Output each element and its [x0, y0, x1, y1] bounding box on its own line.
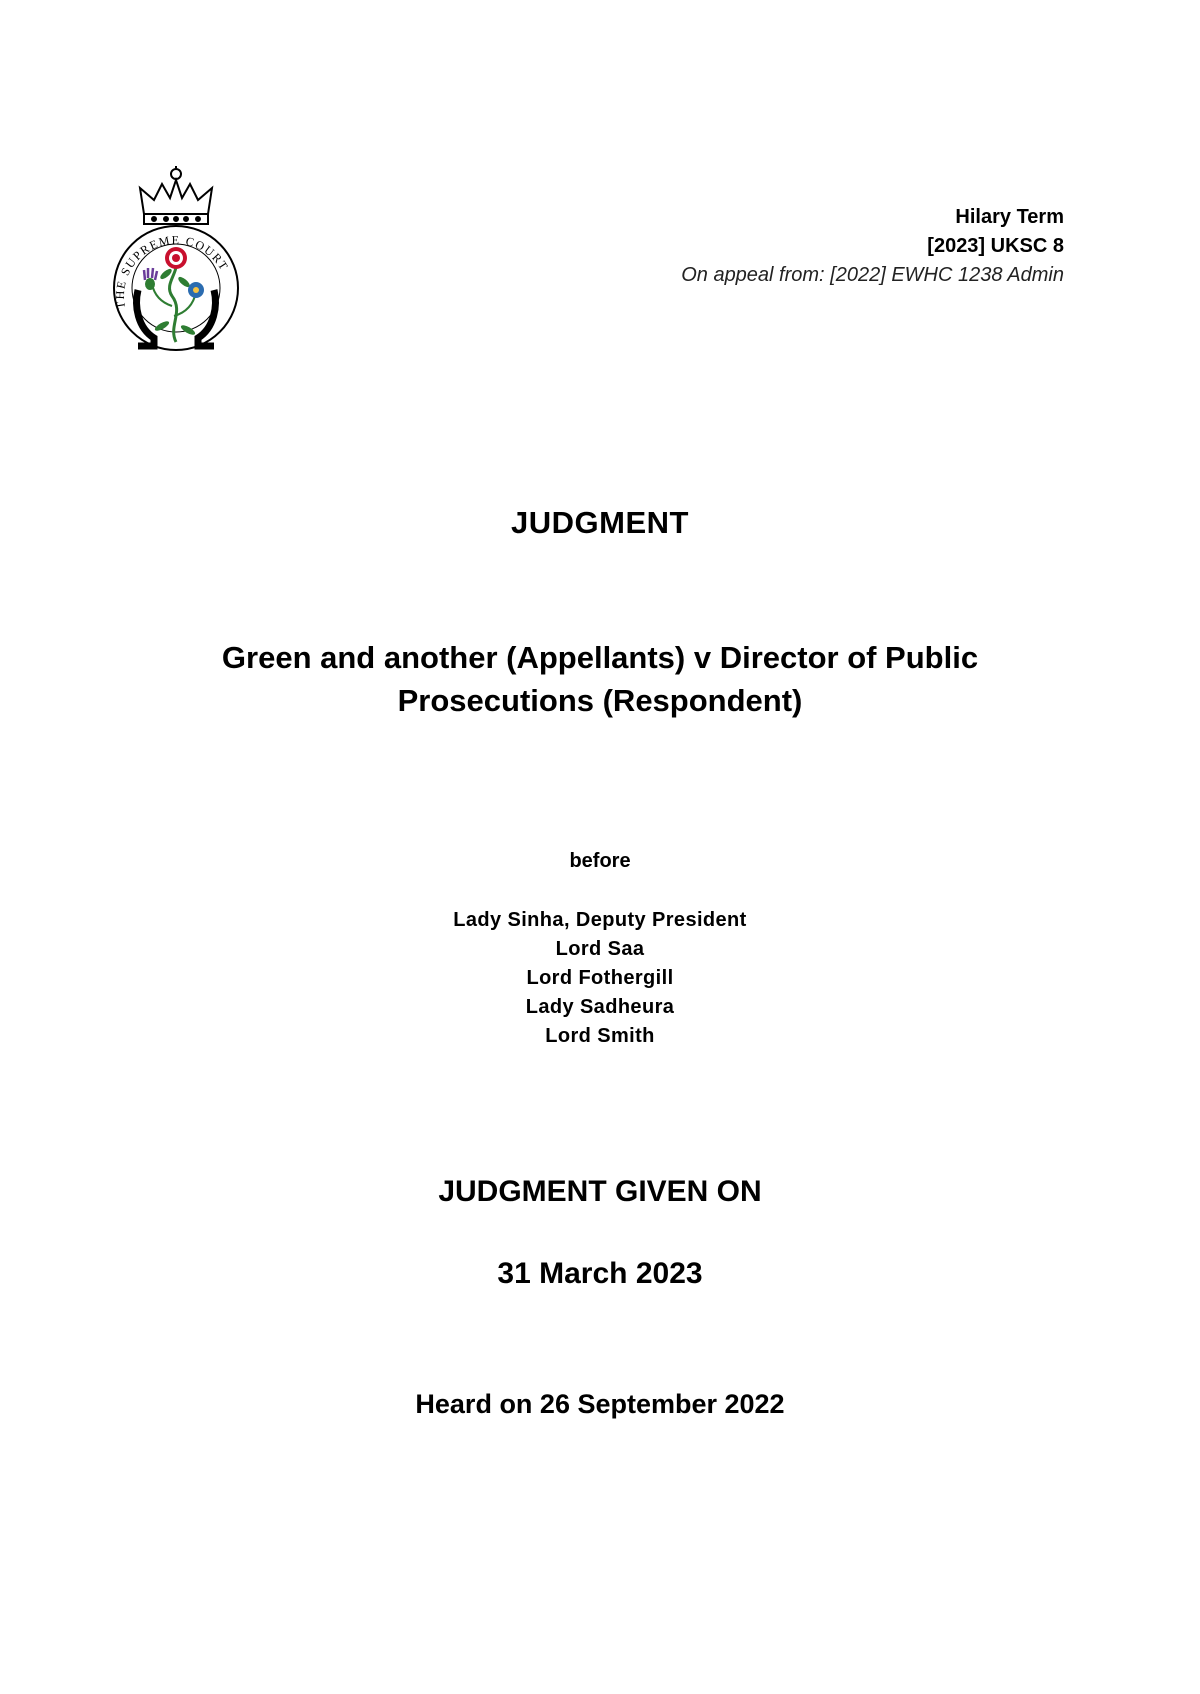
thistle-icon	[144, 268, 157, 290]
case-title-line: Prosecutions (Respondent)	[397, 683, 803, 718]
judge-name: Lord Saa	[555, 938, 645, 960]
flax-flower-icon	[188, 282, 204, 298]
judge-name: Lord Smith	[545, 1025, 655, 1047]
case-reference-block	[681, 203, 1064, 290]
supreme-court-crest-icon	[108, 166, 244, 354]
neutral-citation: [2023] UKSC 8	[927, 235, 1064, 257]
before-label: before	[569, 850, 631, 872]
crown-icon	[140, 166, 212, 224]
appeal-from: On appeal from: [2022] EWHC 1238 Admin	[681, 264, 1064, 286]
judgment-date: 31 March 2023	[497, 1257, 703, 1290]
rose-icon	[165, 247, 187, 269]
judge-name: Lady Sinha, Deputy President	[453, 909, 747, 931]
case-title	[0, 636, 1200, 722]
term-label: Hilary Term	[955, 206, 1064, 228]
document-heading: JUDGMENT	[511, 505, 689, 540]
judgment-given-label: JUDGMENT GIVEN ON	[438, 1175, 762, 1208]
hearing-date: Heard on 26 September 2022	[415, 1389, 785, 1419]
svg-text:THE SUPREME COURT: THE SUPREME COURT	[112, 232, 232, 310]
judges-list	[0, 906, 1200, 1051]
judge-name: Lord Fothergill	[526, 967, 674, 989]
judge-name: Lady Sadheura	[525, 996, 675, 1018]
case-title-line: Green and another (Appellants) v Director of Public	[221, 640, 979, 675]
